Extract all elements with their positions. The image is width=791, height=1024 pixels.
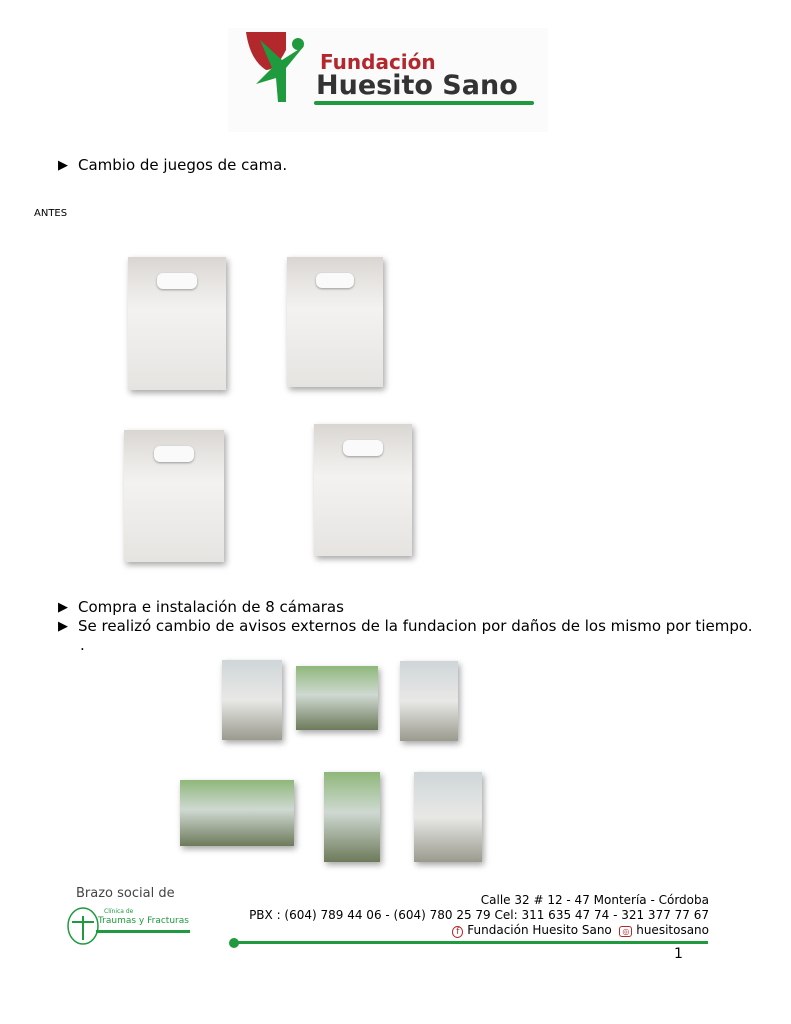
- bullet-item: [58, 617, 753, 635]
- bed-photo: [314, 424, 412, 556]
- facebook-name[interactable]: Fundación Huesito Sano: [467, 923, 612, 937]
- bed-photo: [128, 257, 226, 390]
- facility-photo: [222, 660, 282, 740]
- brazo-social-label: Brazo social de: [76, 886, 175, 901]
- logo-underline: [314, 101, 534, 105]
- sign-photo: [180, 780, 294, 846]
- footer-contact: [249, 893, 709, 940]
- instagram-handle[interactable]: huesitosano: [636, 923, 709, 937]
- logo-text-fundacion: Fundación: [320, 50, 436, 74]
- bullet-text: Compra e instalación de 8 cámaras: [78, 598, 344, 616]
- triangle-bullet-icon: ▶: [58, 157, 68, 173]
- facility-photo: [296, 666, 378, 730]
- clinic-small-text: Clínica de: [104, 908, 134, 915]
- logo-text-name: Huesito Sano: [316, 70, 518, 101]
- stray-dot: .: [80, 636, 85, 654]
- logo-figure-icon: [242, 30, 322, 106]
- triangle-bullet-icon: ▶: [58, 618, 68, 634]
- facility-photo: [400, 661, 458, 741]
- facebook-icon: f: [452, 926, 463, 938]
- bed-photo: [124, 430, 224, 562]
- bullet-item: [58, 156, 287, 174]
- address: Calle 32 # 12 - 47 Montería - Córdoba: [480, 893, 709, 907]
- page-number: 1: [674, 946, 683, 962]
- sign-photo: [324, 772, 380, 862]
- bed-photo: [287, 257, 383, 387]
- clinic-figure-icon: [66, 906, 100, 946]
- clinic-name: Traumas y Fracturas: [98, 916, 189, 926]
- bullet-text: Cambio de juegos de cama.: [78, 156, 288, 174]
- antes-label: ANTES: [34, 208, 68, 219]
- instagram-icon: ◎: [619, 926, 632, 937]
- triangle-bullet-icon: ▶: [58, 599, 68, 615]
- bullet-text: Se realizó cambio de avisos externos de la fundacion por daños de los mismo por tiempo.: [78, 617, 753, 635]
- foundation-logo: [228, 28, 548, 132]
- phones: PBX : (604) 789 44 06 - (604) 780 25 79 Cel: 311 635 47 74 - 321 377 77 67: [249, 908, 709, 922]
- sign-photo: [414, 772, 482, 862]
- bullet-item: [58, 598, 344, 616]
- footer-line: [234, 941, 708, 944]
- clinic-logo: [66, 906, 192, 946]
